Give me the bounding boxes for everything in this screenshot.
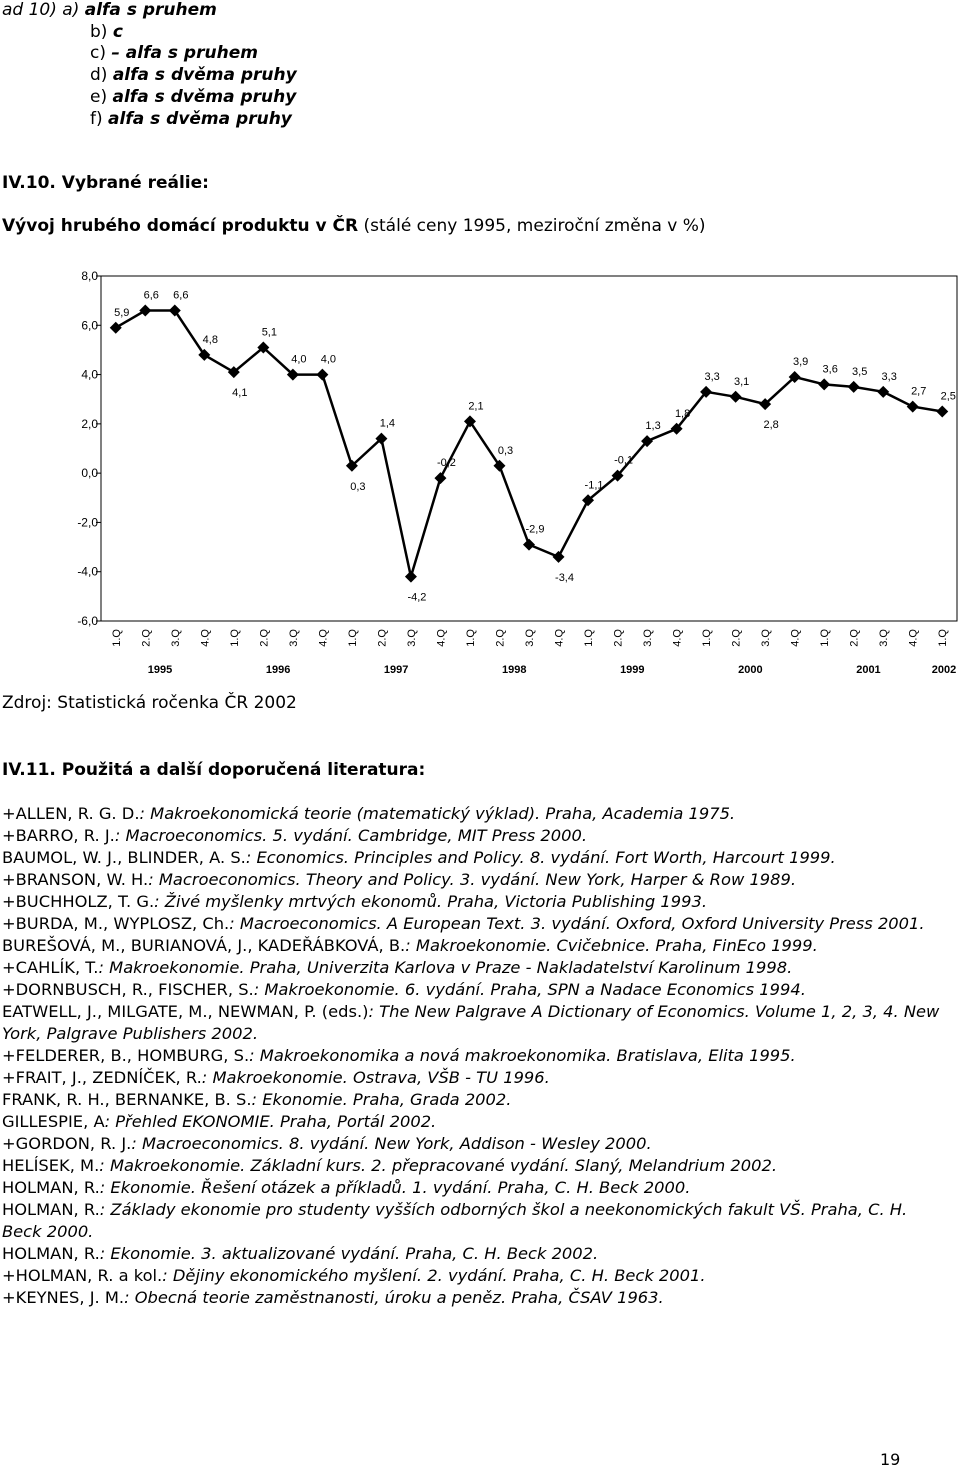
reference-author: BAUMOL, W. J., BLINDER, A. S. [2, 848, 246, 867]
data-label: 3,9 [793, 356, 809, 369]
x-tick-label: 3.Q [287, 629, 300, 647]
answer-line [2, 22, 297, 44]
reference-item [2, 1265, 942, 1287]
reference-item [2, 1067, 942, 1089]
data-label: 0,3 [497, 444, 514, 457]
reference-title: : Základy ekonomie pro studenty vyšších odborných škol a neekonomických fakult VŠ. Praha, C. H. Beck 2000. [2, 1200, 908, 1241]
y-tick-label: 4,0 [81, 367, 98, 382]
x-tick-label: 3.Q [878, 629, 891, 647]
answer-line [2, 0, 297, 22]
x-tick-label: 1.Q [464, 629, 477, 647]
reference-author: +BURDA, M., WYPLOSZ, Ch. [2, 914, 230, 933]
reference-item [2, 913, 942, 935]
reference-title: : Economics. Principles and Policy. 8. vydání. Fort Worth, Harcourt 1999. [245, 848, 836, 867]
data-label: -3,4 [555, 571, 575, 584]
reference-author: +CAHLÍK, T. [2, 958, 99, 977]
reference-title: : Makroekonomika a nová makroekonomika. Bratislava, Elita 1995. [249, 1046, 796, 1065]
reference-item [2, 1199, 942, 1243]
data-point [818, 378, 830, 390]
data-point [139, 305, 151, 317]
data-point [936, 406, 948, 418]
reference-author: +ALLEN, R. G. D. [2, 804, 140, 823]
answer-prefix: f) [90, 108, 109, 129]
gdp-line-chart [0, 268, 960, 693]
reference-item [2, 1243, 942, 1265]
reference-item [2, 1133, 942, 1155]
reference-title: : Macroeconomics. A European Text. 3. vydání. Oxford, Oxford University Press 2001. [229, 914, 925, 933]
reference-author: +HOLMAN, R. a kol. [2, 1266, 163, 1285]
y-tick-label: -6,0 [77, 614, 98, 628]
data-point [316, 369, 328, 381]
data-label: 1,8 [674, 407, 691, 420]
reference-list [2, 803, 942, 1309]
reference-title: : Dějiny ekonomického myšlení. 2. vydání. Praha, C. H. Beck 2001. [162, 1266, 706, 1285]
reference-item [2, 825, 942, 847]
answer-text: – alfa s pruhem [111, 43, 258, 64]
reference-item [2, 1111, 942, 1133]
answer-text: alfa s dvěma pruhy [112, 65, 297, 86]
data-point [405, 571, 417, 583]
x-tick-label: 1.Q [228, 629, 241, 647]
x-tick-label: 1.Q [583, 629, 596, 647]
x-tick-label: 4.Q [317, 629, 330, 647]
reference-item [2, 1287, 942, 1309]
data-label: 3,6 [822, 363, 838, 376]
reference-title: : Živé myšlenky mrtvých ekonomů. Praha, Victoria Publishing 1993. [154, 892, 707, 911]
year-label: 1996 [265, 664, 291, 676]
reference-author: GILLESPIE, A [2, 1112, 105, 1131]
data-point [907, 401, 919, 413]
x-tick-label: 4.Q [435, 629, 448, 647]
reference-item [2, 1089, 942, 1111]
data-label: -0,2 [436, 457, 456, 470]
reference-title: : Macroeconomics. Theory and Policy. 3. vydání. New York, Harper & Row 1989. [148, 870, 797, 889]
reference-author: +KEYNES, J. M. [2, 1288, 125, 1307]
reference-title: : Macroeconomics. 5. vydání. Cambridge, MIT Press 2000. [114, 826, 588, 845]
x-tick-label: 2.Q [140, 629, 153, 647]
reference-title: : Makroekonomie. Praha, Univerzita Karlova v Praze - Nakladatelství Karolinum 1998. [98, 958, 793, 977]
plot-area [101, 276, 957, 621]
x-tick-label: 1.Q [701, 629, 714, 647]
data-label: 1,3 [645, 420, 661, 433]
year-label: 2000 [738, 664, 763, 676]
data-label: -2,9 [525, 523, 545, 536]
reference-title: : Makroekonomie. Základní kurs. 2. přepracované vydání. Slaný, Melandrium 2002. [99, 1156, 778, 1175]
reference-title: : Přehled EKONOMIE. Praha, Portál 2002. [104, 1112, 437, 1131]
x-tick-label: 2.Q [376, 629, 389, 647]
data-label: 5,9 [114, 306, 130, 319]
data-label: 1,4 [379, 417, 396, 430]
reference-item [2, 1177, 942, 1199]
data-point [434, 472, 446, 484]
x-tick-label: 1.Q [937, 629, 950, 647]
data-label: 4,1 [232, 387, 248, 400]
answer-text: alfa s pruhem [84, 0, 217, 20]
reference-title: : Macroeconomics. 8. vydání. New York, Addison - Wesley 2000. [131, 1134, 652, 1153]
reference-author: +BARRO, R. J. [2, 826, 115, 845]
x-tick-label: 1.Q [346, 629, 359, 647]
data-point [553, 551, 565, 563]
x-tick-label: 3.Q [642, 629, 655, 647]
data-label: 3,5 [852, 365, 868, 378]
x-tick-label: 4.Q [199, 629, 212, 647]
x-tick-label: 2.Q [494, 629, 507, 647]
x-tick-label: 3.Q [405, 629, 418, 647]
x-tick-label: 3.Q [169, 629, 182, 647]
reference-author: +FRAIT, J., ZEDNÍČEK, R. [2, 1068, 202, 1087]
data-label: 4,0 [320, 353, 337, 366]
chart-title [2, 216, 706, 236]
data-label: 2,1 [468, 400, 484, 413]
reference-item [2, 935, 942, 957]
data-label: 2,8 [763, 419, 779, 432]
data-label: 2,5 [940, 390, 956, 403]
reference-item [2, 1155, 942, 1177]
reference-author: HOLMAN, R. [2, 1178, 100, 1197]
x-tick-label: 4.Q [671, 629, 684, 647]
answer-line [2, 109, 297, 131]
reference-author: HELÍSEK, M. [2, 1156, 100, 1175]
reference-title: : Makroekonomická teorie (matematický výklad). Praha, Academia 1975. [139, 804, 736, 823]
data-label: -0,1 [614, 454, 634, 467]
data-label: 0,3 [350, 480, 366, 493]
data-label: 3,3 [881, 370, 897, 383]
reference-title: : Ekonomie. Praha, Grada 2002. [251, 1090, 512, 1109]
data-label: 2,7 [911, 385, 927, 398]
answer-prefix: d) [90, 65, 113, 86]
reference-item [2, 891, 942, 913]
answer-line [2, 87, 297, 109]
reference-title: : Obecná teorie zaměstnanosti, úroku a peněz. Praha, ČSAV 1963. [124, 1288, 664, 1307]
reference-item [2, 847, 942, 869]
y-tick-label: 6,0 [81, 318, 98, 333]
section-heading-realie: IV.10. Vybrané reálie: [2, 173, 209, 193]
year-label: 1995 [147, 664, 173, 676]
reference-author: FRANK, R. H., BERNANKE, B. S. [2, 1090, 252, 1109]
data-point [848, 381, 860, 393]
data-label: -4,2 [407, 591, 427, 604]
data-label: 3,1 [733, 375, 750, 388]
answer-prefix: ad 10) a) [2, 0, 85, 20]
x-tick-label: 1.Q [110, 629, 123, 647]
reference-author: +BRANSON, W. H. [2, 870, 149, 889]
reference-author: +BUCHHOLZ, T. G. [2, 892, 155, 911]
data-point [523, 539, 535, 551]
reference-title: : Ekonomie. Řešení otázek a příkladů. 1. vydání. Praha, C. H. Beck 2000. [99, 1178, 691, 1197]
data-label: -1,1 [584, 479, 604, 492]
year-label: 1998 [501, 664, 527, 676]
answer-prefix: b) [90, 21, 113, 42]
y-tick-label: -4,0 [77, 564, 98, 579]
reference-item [2, 979, 942, 1001]
y-tick-label: 8,0 [81, 269, 98, 283]
reference-author: +GORDON, R. J. [2, 1134, 132, 1153]
answer-line [2, 65, 297, 87]
year-label: 1997 [383, 664, 409, 676]
x-tick-label: 1.Q [819, 629, 832, 647]
year-label: 2001 [856, 664, 881, 676]
reference-title: : Ekonomie. 3. aktualizované vydání. Praha, C. H. Beck 2002. [99, 1244, 599, 1263]
reference-item [2, 1045, 942, 1067]
x-tick-label: 4.Q [789, 629, 802, 647]
x-tick-label: 2.Q [848, 629, 861, 647]
reference-title: : Makroekonomie. 6. vydání. Praha, SPN a Nadace Economics 1994. [253, 980, 806, 999]
answer-prefix: e) [90, 86, 113, 107]
answer-text: alfa s dvěma pruhy [112, 86, 297, 107]
y-tick-label: 2,0 [81, 416, 98, 431]
data-point [730, 391, 742, 403]
x-tick-label: 2.Q [730, 629, 743, 647]
data-label: 4,0 [291, 353, 307, 366]
data-label: 6,6 [173, 289, 189, 302]
x-tick-label: 4.Q [907, 629, 920, 647]
reference-author: BUREŠOVÁ, M., BURIANOVÁ, J., KADEŘÁBKOVÁ, B. [2, 936, 406, 955]
data-label: 6,6 [143, 289, 159, 302]
reference-title: : Makroekonomie. Ostrava, VŠB - TU 1996. [201, 1068, 550, 1087]
answer-prefix: c) [90, 43, 112, 64]
reference-author: HOLMAN, R. [2, 1200, 100, 1219]
x-tick-label: 3.Q [760, 629, 773, 647]
x-tick-label: 2.Q [612, 629, 625, 647]
reference-title: : The New Palgrave A Dictionary of Economics. Volume 1, 2, 3, 4. New York, Palgrave Publishers 2002. [2, 1002, 940, 1043]
answer-line [2, 43, 297, 65]
reference-author: EATWELL, J., MILGATE, M., NEWMAN, P. (eds.) [2, 1002, 369, 1021]
reference-item [2, 957, 942, 979]
source-note: Zdroj: Statistická ročenka ČR 2002 [2, 693, 297, 713]
y-tick-label: -2,0 [77, 515, 98, 530]
reference-item [2, 803, 942, 825]
chart-title-note: (stálé ceny 1995, meziroční změna v %) [358, 216, 706, 236]
section-heading-literature: IV.11. Použitá a další doporučená literatura: [2, 760, 426, 780]
data-point [110, 322, 122, 334]
year-label: 1999 [620, 664, 645, 676]
answer-text: alfa s dvěma pruhy [108, 108, 292, 129]
reference-item [2, 1001, 942, 1045]
x-tick-label: 2.Q [258, 629, 271, 647]
gdp-series-line [116, 311, 942, 577]
x-tick-label: 3.Q [524, 629, 536, 647]
data-label: 4,8 [202, 333, 218, 346]
data-label: 5,1 [261, 326, 277, 339]
reference-author: +FELDERER, B., HOMBURG, S. [2, 1046, 250, 1065]
reference-author: HOLMAN, R. [2, 1244, 100, 1263]
reference-author: +DORNBUSCH, R., FISCHER, S. [2, 980, 254, 999]
answer-list [2, 0, 297, 130]
reference-item [2, 869, 942, 891]
y-tick-label: 0,0 [81, 466, 98, 481]
data-point [877, 386, 889, 398]
answer-text: c [112, 21, 123, 42]
chart-title-main: Vývoj hrubého domácí produktu v ČR [2, 216, 359, 236]
x-tick-label: 4.Q [553, 629, 566, 647]
data-label: 3,3 [704, 370, 720, 383]
reference-title: : Makroekonomie. Cvičebnice. Praha, FinEco 1999. [405, 936, 818, 955]
year-label: 2002 [931, 664, 957, 676]
page-number: 19 [880, 1450, 901, 1469]
